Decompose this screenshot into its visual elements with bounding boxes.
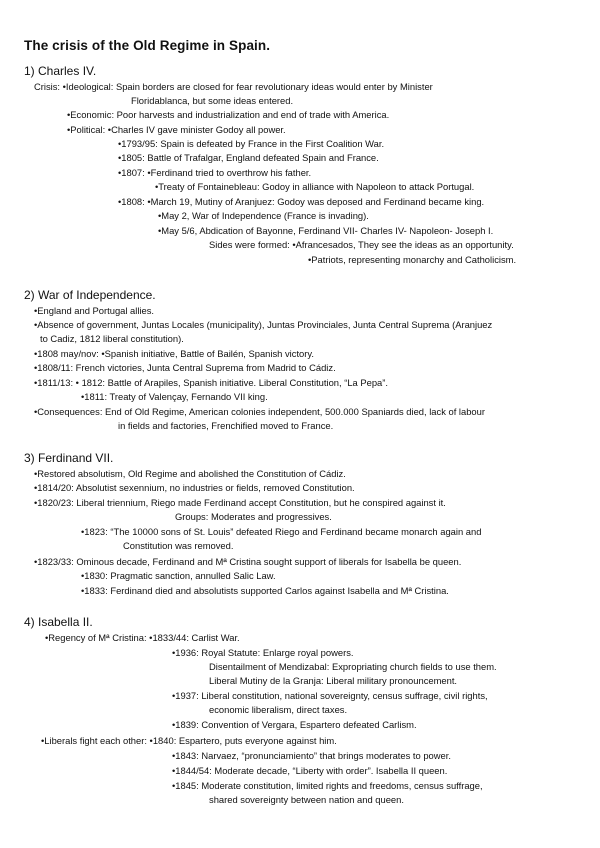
section-heading-ferdinand-vii: 3) Ferdinand VII. xyxy=(24,451,114,465)
text-line: •1814/20: Absolutist sexennium, no industries or fields, removed Constitution. xyxy=(34,482,355,493)
text-line: •1808: •March 19, Mutiny of Aranjuez: Godoy was deposed and Ferdinand became king. xyxy=(118,196,485,207)
text-line: •1839: Convention of Vergara, Espartero defeated Carlism. xyxy=(172,719,417,730)
text-line: •Economic: Poor harvests and industrialization and end of trade with America. xyxy=(67,109,390,120)
text-line: •1936: Royal Statute: Enlarge royal powers. xyxy=(172,647,354,658)
text-line: •Liberals fight each other: •1840: Espartero, puts everyone against him. xyxy=(41,735,337,746)
text-line: Disentailment of Mendizabal: Expropriating church fields to use them. xyxy=(209,661,497,672)
text-line: •1830: Pragmatic sanction, annulled Salic Law. xyxy=(81,570,276,581)
text-line: •Restored absolutism, Old Regime and abolished the Constitution of Cádiz. xyxy=(34,468,346,479)
text-line: Sides were formed: •Afrancesados, They see the ideas as an opportunity. xyxy=(209,239,514,250)
text-line: •1807: •Ferdinand tried to overthrow his father. xyxy=(118,167,312,178)
text-line: Constitution was removed. xyxy=(123,540,234,551)
text-line: •Regency of Mª Cristina: •1833/44: Carlist War. xyxy=(45,632,240,643)
text-line: Crisis: •Ideological: Spain borders are closed for fear revolutionary ideas would enter by Minister xyxy=(34,81,433,92)
text-line: •1820/23: Liberal triennium, Riego made Ferdinand accept Constitution, but he conspired against it. xyxy=(34,497,446,508)
text-line: •1843: Narvaez, “pronunciamiento” that brings moderates to power. xyxy=(172,750,451,761)
text-line: •1808 may/nov: •Spanish initiative, Battle of Bailén, Spanish victory. xyxy=(34,348,314,359)
text-line: •Consequences: End of Old Regime, American colonies independent, 500.000 Spaniards died, lack of labour xyxy=(34,406,485,417)
text-line: •1811: Treaty of Valençay, Fernando VII king. xyxy=(81,391,268,402)
text-line: •1793/95: Spain is defeated by France in the First Coalition War. xyxy=(118,138,385,149)
text-line: •1808/11: French victories, Junta Central Suprema from Madrid to Cádiz. xyxy=(34,362,336,373)
text-line: •1823/33: Ominous decade, Ferdinand and Mª Cristina sought support of liberals for Isabella be queen. xyxy=(34,556,462,567)
text-line: •1845: Moderate constitution, limited rights and freedoms, census suffrage, xyxy=(172,780,483,791)
text-line: •1823: “The 10000 sons of St. Louis” defeated Riego and Ferdinand became monarch again and xyxy=(81,526,482,537)
text-line: •1937: Liberal constitution, national sovereignty, census suffrage, civil rights, xyxy=(172,690,488,701)
text-line: •1805: Battle of Trafalgar, England defeated Spain and France. xyxy=(118,152,379,163)
text-line: •May 5/6, Abdication of Bayonne, Ferdinand VII- Charles IV- Napoleon- Joseph I. xyxy=(158,225,494,236)
text-line: •1844/54: Moderate decade, “Liberty with order”. Isabella II queen. xyxy=(172,765,448,776)
text-line: economic liberalism, direct taxes. xyxy=(209,704,348,715)
text-line: shared sovereignty between nation and queen. xyxy=(209,794,404,805)
section-heading-isabella-ii: 4) Isabella II. xyxy=(24,615,93,629)
text-line: to Cadiz, 1812 liberal constitution). xyxy=(40,333,184,344)
text-line: •May 2, War of Independence (France is invading). xyxy=(158,210,369,221)
text-line: •Absence of government, Juntas Locales (municipality), Juntas Provinciales, Junta Central Suprema (Aranjuez xyxy=(34,319,493,330)
section-heading-charles-iv: 1) Charles IV. xyxy=(24,64,97,78)
text-line: •England and Portugal allies. xyxy=(34,305,155,316)
section-heading-war-of-independence: 2) War of Independence. xyxy=(24,288,156,302)
text-line: Liberal Mutiny de la Granja: Liberal military pronouncement. xyxy=(209,675,458,686)
text-line: •1833: Ferdinand died and absolutists supported Carlos against Isabella and Mª Cristina. xyxy=(81,585,449,596)
text-line: Floridablanca, but some ideas entered. xyxy=(131,95,294,106)
text-line: in fields and factories, Frenchified moved to France. xyxy=(118,420,334,431)
document-title: The crisis of the Old Regime in Spain. xyxy=(24,38,271,53)
text-line: •Political: •Charles IV gave minister Godoy all power. xyxy=(67,124,286,135)
text-line: •Treaty of Fontainebleau: Godoy in alliance with Napoleon to attack Portugal. xyxy=(155,181,475,192)
text-line: •1811/13: • 1812: Battle of Arapiles, Spanish initiative. Liberal Constitution, “La Pepa”. xyxy=(34,377,389,388)
text-line: Groups: Moderates and progressives. xyxy=(175,511,332,522)
text-line: •Patriots, representing monarchy and Catholicism. xyxy=(308,254,517,265)
